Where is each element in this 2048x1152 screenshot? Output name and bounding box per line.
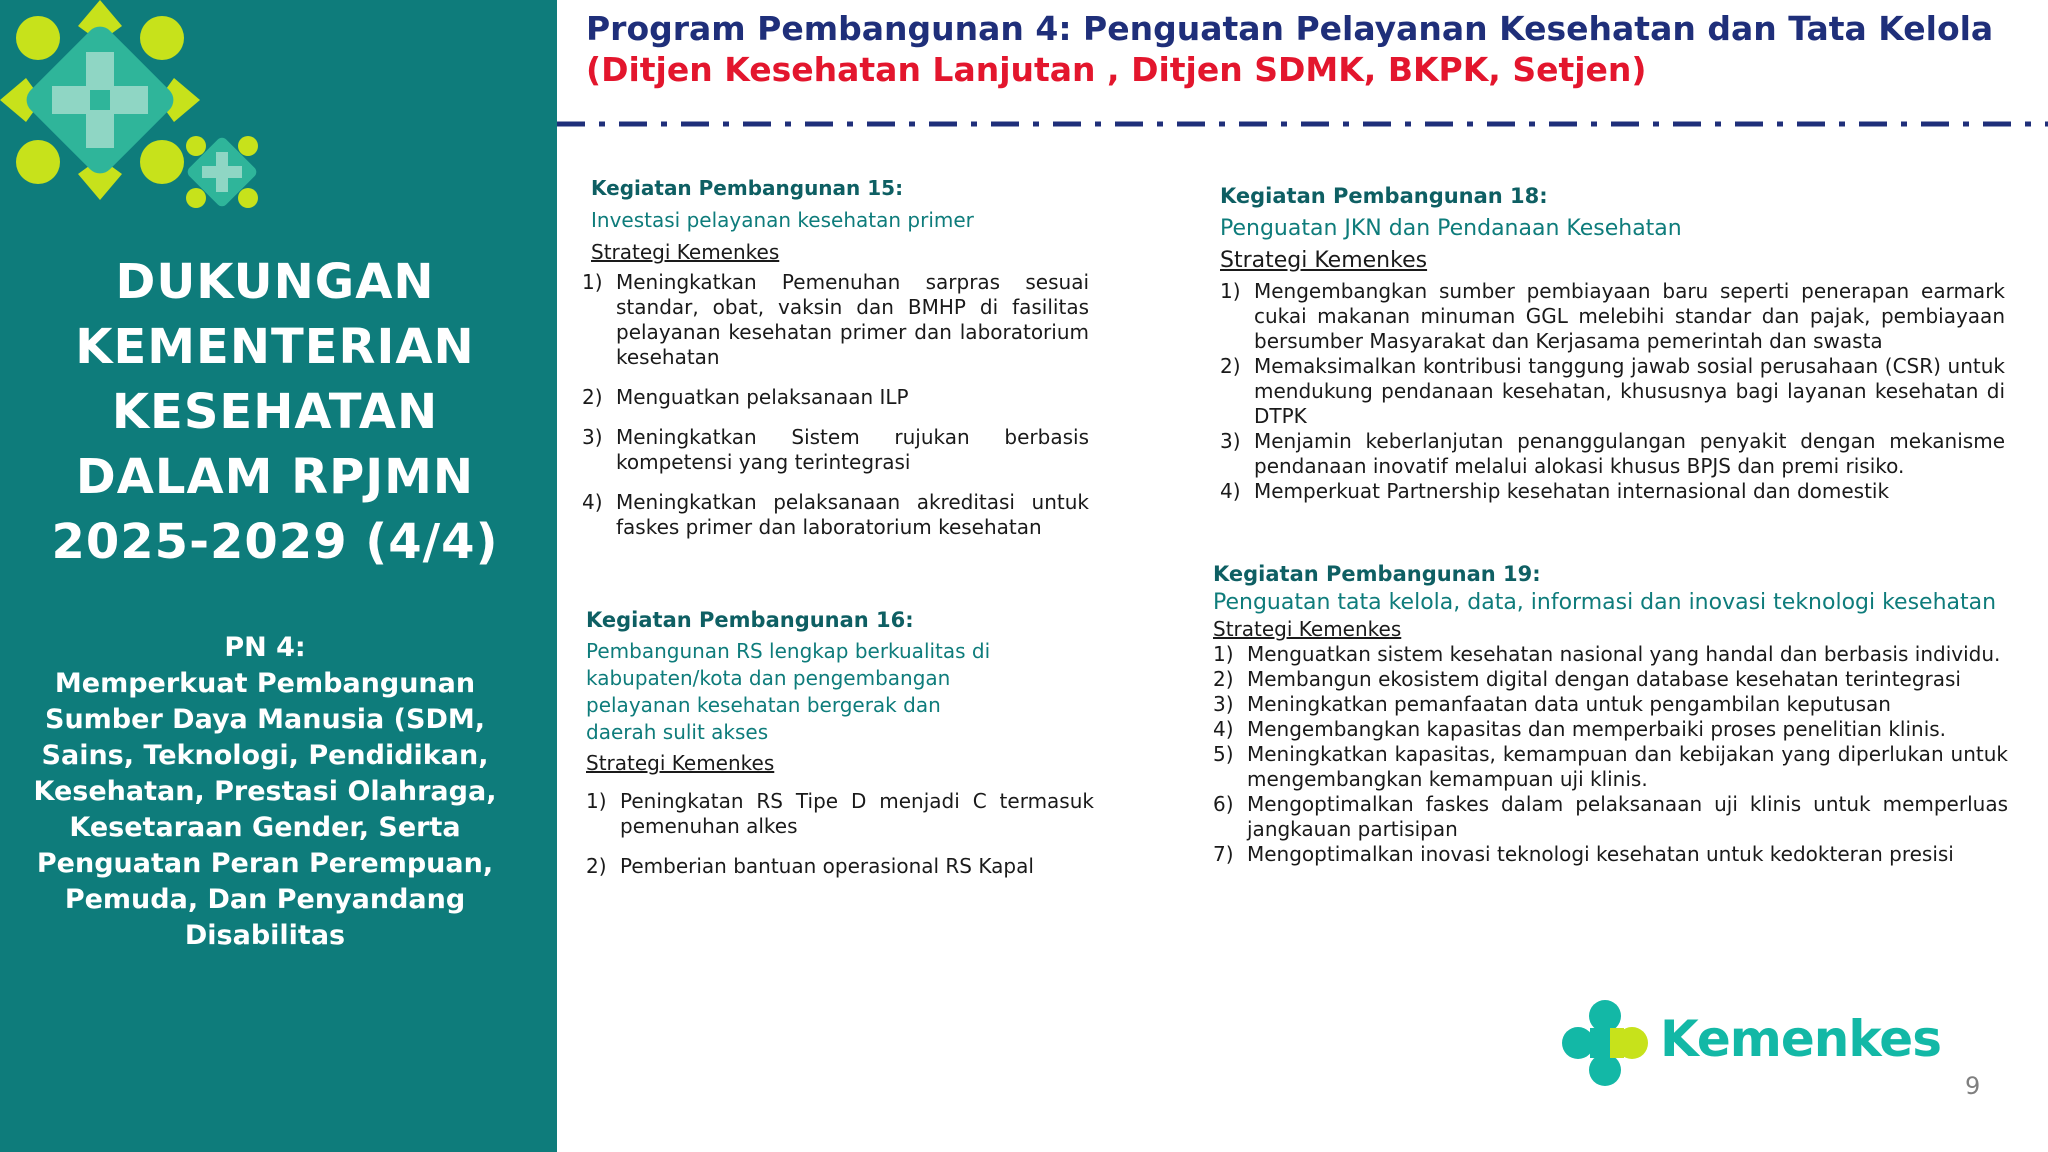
kegiatan-subtitle: Penguatan tata kelola, data, informasi dan inovasi teknologi kesehatan (1213, 590, 1997, 615)
item-number: 7) (1213, 842, 1234, 866)
pn-label: PN 4: (224, 632, 306, 663)
kegiatan-19 (1213, 562, 2008, 867)
kegiatan-heading: Kegiatan Pembangunan 16: (586, 608, 914, 632)
kegiatan-heading: Kegiatan Pembangunan 19: (1213, 562, 1541, 586)
kegiatan-subtitle: Penguatan JKN dan Pendanaan Kesehatan (1220, 216, 1682, 241)
header (586, 8, 2036, 90)
list-item (1213, 842, 2008, 867)
item-text: Meningkatkan pemanfaatan data untuk pengambilan keputusan (1247, 692, 1891, 716)
list-item (1213, 792, 2008, 842)
item-text: Menguatkan sistem kesehatan nasional yang handal dan berbasis individu. (1247, 642, 2001, 666)
item-text: Meningkatkan Pemenuhan sarpras sesuai standar, obat, vaksin dan BMHP di fasilitas pelayanan kesehatan primer dan laboratorium kesehatan (616, 270, 1089, 369)
item-text: Mengoptimalkan faskes dalam pelaksanaan uji klinis untuk memperluas jangkauan partisipan (1247, 792, 2008, 841)
list-item (1220, 429, 2005, 479)
title-line: KESEHATAN (111, 384, 439, 440)
strategy-label: Strategi Kemenkes (1220, 248, 1428, 273)
decorative-ornament-icon (0, 0, 300, 230)
list-item (1213, 692, 2008, 717)
strategy-list (582, 270, 1089, 540)
item-number: 1) (586, 789, 607, 813)
item-text: Mengoptimalkan inovasi teknologi kesehatan untuk kedokteran presisi (1247, 842, 1954, 866)
list-item (1213, 742, 2008, 792)
list-item (1213, 667, 2008, 692)
item-text: Meningkatkan pelaksanaan akreditasi untuk faskes primer dan laboratorium kesehatan (616, 490, 1089, 539)
item-number: 3) (582, 425, 603, 449)
item-text: Memperkuat Partnership kesehatan internasional dan domestik (1254, 479, 1890, 503)
title-line: 2025-2029 (4/4) (51, 514, 499, 570)
item-number: 1) (1220, 279, 1241, 303)
list-item (582, 425, 1089, 475)
strategy-list (1213, 642, 2008, 867)
program-subtitle: (Ditjen Kesehatan Lanjutan , Ditjen SDMK, BKPK, Setjen) (586, 50, 1647, 89)
page-number: 9 (1965, 1072, 1981, 1100)
list-item (1220, 479, 2005, 504)
item-text: Mengembangkan sumber pembiayaan baru seperti penerapan earmark cukai makanan minuman GGL melebihi standar dan pajak, pembiayaan bersumber Masyarakat dan Kerjasama pemerintah dan swasta (1254, 279, 2005, 353)
item-number: 2) (582, 385, 603, 409)
list-item (582, 385, 1089, 410)
strategy-label: Strategi Kemenkes (1213, 617, 1402, 641)
strategy-label: Strategi Kemenkes (586, 751, 775, 775)
list-item (586, 789, 1094, 839)
list-item (582, 490, 1089, 540)
item-number: 4) (1213, 717, 1234, 741)
program-title: Program Pembangunan 4: Penguatan Pelayanan Kesehatan dan Tata Kelola (586, 9, 1994, 48)
item-text: Menjamin keberlanjutan penanggulangan penyakit dengan mekanisme pendanaan inovatif melalui alokasi khusus BPJS dan premi risiko. (1254, 429, 2005, 478)
item-text: Membangun ekosistem digital dengan database kesehatan terintegrasi (1247, 667, 1961, 691)
item-number: 1) (582, 270, 603, 294)
strategy-list (1220, 279, 2005, 504)
kegiatan-heading: Kegiatan Pembangunan 18: (1220, 184, 1548, 208)
left-panel (0, 0, 557, 1152)
item-number: 2) (1220, 354, 1241, 378)
list-item (1213, 717, 2008, 742)
list-item (1220, 354, 2005, 429)
list-item (586, 854, 1094, 879)
pn-text: Memperkuat Pembangunan Sumber Daya Manusia (SDM, Sains, Teknologi, Pendidikan, Kesehatan, Prestasi Olahraga, Kesetaraan Gender, Serta Penguatan Peran Perempuan, Pemuda, Dan Penyandang Disabilitas (33, 668, 497, 951)
kegiatan-16 (586, 608, 1094, 879)
title-line: DUKUNGAN (115, 254, 435, 310)
item-number: 3) (1213, 692, 1234, 716)
item-number: 4) (1220, 479, 1241, 503)
item-text: Meningkatkan Sistem rujukan berbasis kompetensi yang terintegrasi (616, 425, 1089, 474)
list-item (582, 270, 1089, 370)
item-number: 2) (586, 854, 607, 878)
kegiatan-18 (1220, 184, 2005, 504)
kemenkes-logo-icon (1560, 998, 1650, 1088)
item-number: 4) (582, 490, 603, 514)
item-text: Menguatkan pelaksanaan ILP (616, 385, 909, 409)
item-number: 1) (1213, 642, 1234, 666)
kegiatan-subtitle: Pembangunan RS lengkap berkualitas di kabupaten/kota dan pengembangan pelayanan kesehatan bergerak dan daerah sulit akses (586, 639, 991, 744)
strategy-list (586, 789, 1094, 879)
page-title (0, 250, 550, 575)
item-text: Meningkatkan kapasitas, kemampuan dan kebijakan yang diperlukan untuk mengembangkan kemampuan uji klinis. (1247, 742, 2008, 791)
item-text: Memaksimalkan kontribusi tanggung jawab sosial perusahaan (CSR) untuk mendukung pendanaan kesehatan, khususnya bagi layanan kesehatan di DTPK (1254, 354, 2005, 428)
item-number: 3) (1220, 429, 1241, 453)
logo-text: Kemenkes (1660, 1010, 1941, 1068)
title-line: KEMENTERIAN (75, 319, 475, 375)
item-number: 5) (1213, 742, 1234, 766)
item-number: 2) (1213, 667, 1234, 691)
item-text: Peningkatan RS Tipe D menjadi C termasuk pemenuhan alkes (620, 789, 1094, 838)
list-item (1220, 279, 2005, 354)
list-item (1213, 642, 2008, 667)
kegiatan-15 (582, 176, 1089, 540)
kegiatan-heading: Kegiatan Pembangunan 15: (591, 176, 904, 200)
item-text: Pemberian bantuan operasional RS Kapal (620, 854, 1034, 878)
item-text: Mengembangkan kapasitas dan memperbaiki proses penelitian klinis. (1247, 717, 1947, 741)
strategy-label: Strategi Kemenkes (591, 240, 780, 264)
title-line: DALAM RPJMN (75, 449, 475, 505)
dashed-divider (557, 119, 2048, 129)
kegiatan-subtitle: Investasi pelayanan kesehatan primer (591, 208, 974, 232)
pn-block (20, 630, 510, 954)
item-number: 6) (1213, 792, 1234, 816)
